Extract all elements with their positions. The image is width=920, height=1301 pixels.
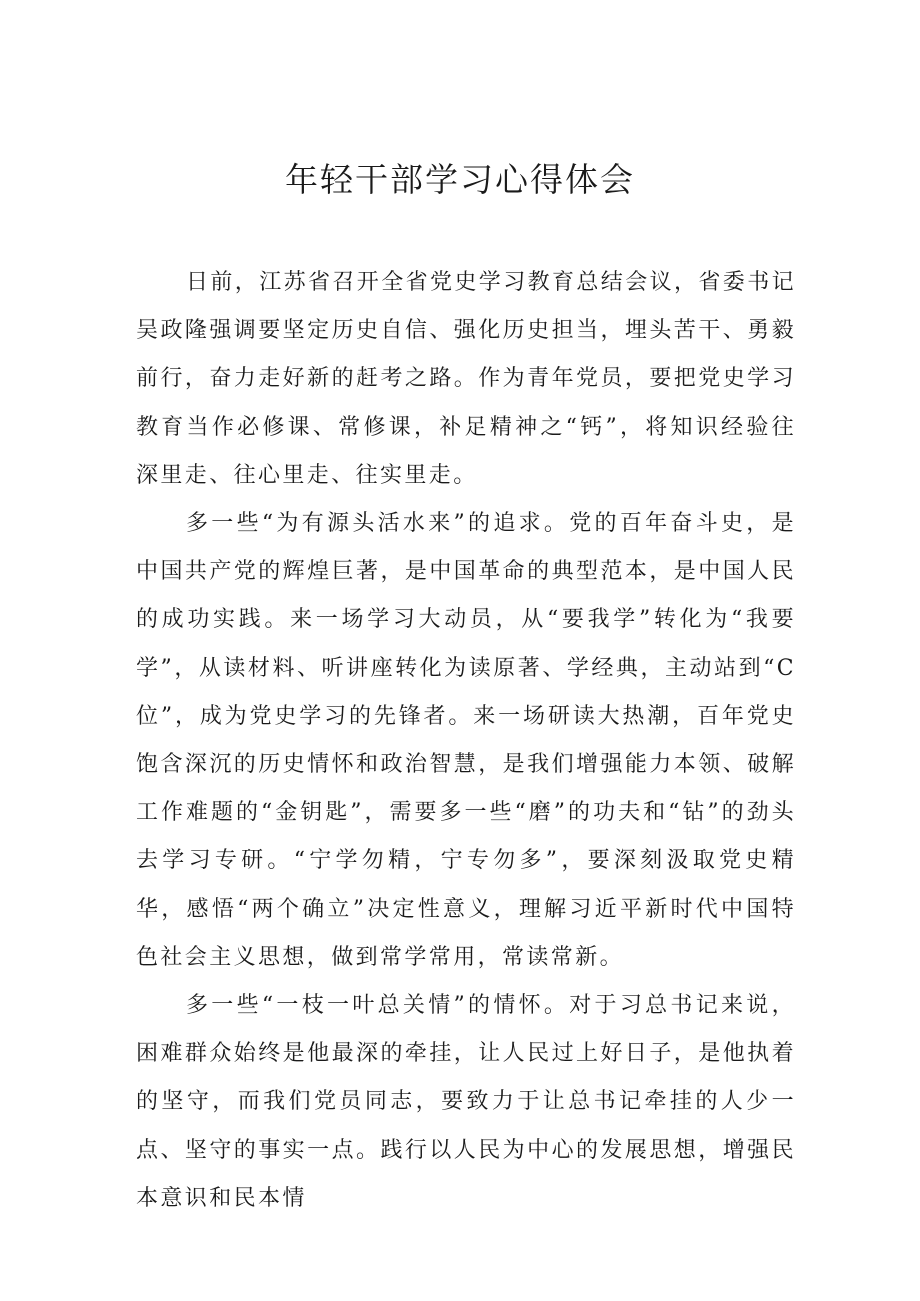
document-title: 年轻干部学习心得体会 — [285, 160, 635, 199]
paragraph-pursuit: 多一些“为有源头活水来”的追求。党的百年奋斗史，是中国共产党的辉煌巨著，是中国革命的典型范本，是中国人民的成功实践。来一场学习大动员，从“要我学”转化为“我要学”，从读材料、听讲座转化为读原著、学经典，主动站到“C位”，成为党史学习的先锋者。来一场研读大热潮，百年党史饱含深沉的历史情怀和政治智慧，是我们增强能力本领、破解工作难题的“金钥匙”，需要多一些“磨”的功夫和“钻”的劲头去学习专研。“宁学勿精，宁专勿多”，要深刻汲取党史精华，感悟“两个确立”决定性意义，理解习近平新时代中国特色社会主义思想，做到常学常用，常读常新。 — [136, 511, 796, 970]
paragraph-sentiment: 多一些“一枝一叶总关情”的情怀。对于习总书记来说，困难群众始终是他最深的牵挂，让人民过上好日子，是他执着的坚守，而我们党员同志，要致力于让总书记牵挂的人少一点、坚守的事实一点。践行以人民为中心的发展思想，增强民本意识和民本情 — [136, 993, 796, 1211]
paragraph-intro: 日前，江苏省召开全省党史学习教育总结会议，省委书记吴政隆强调要坚定历史自信、强化历史担当，埋头苦干、勇毅前行，奋力走好新的赶考之路。作为青年党员，要把党史学习教育当作必修课、常修课，补足精神之“钙”，将知识经验往深里走、往心里走、往实里走。 — [136, 270, 797, 488]
document-body — [136, 259, 796, 1223]
